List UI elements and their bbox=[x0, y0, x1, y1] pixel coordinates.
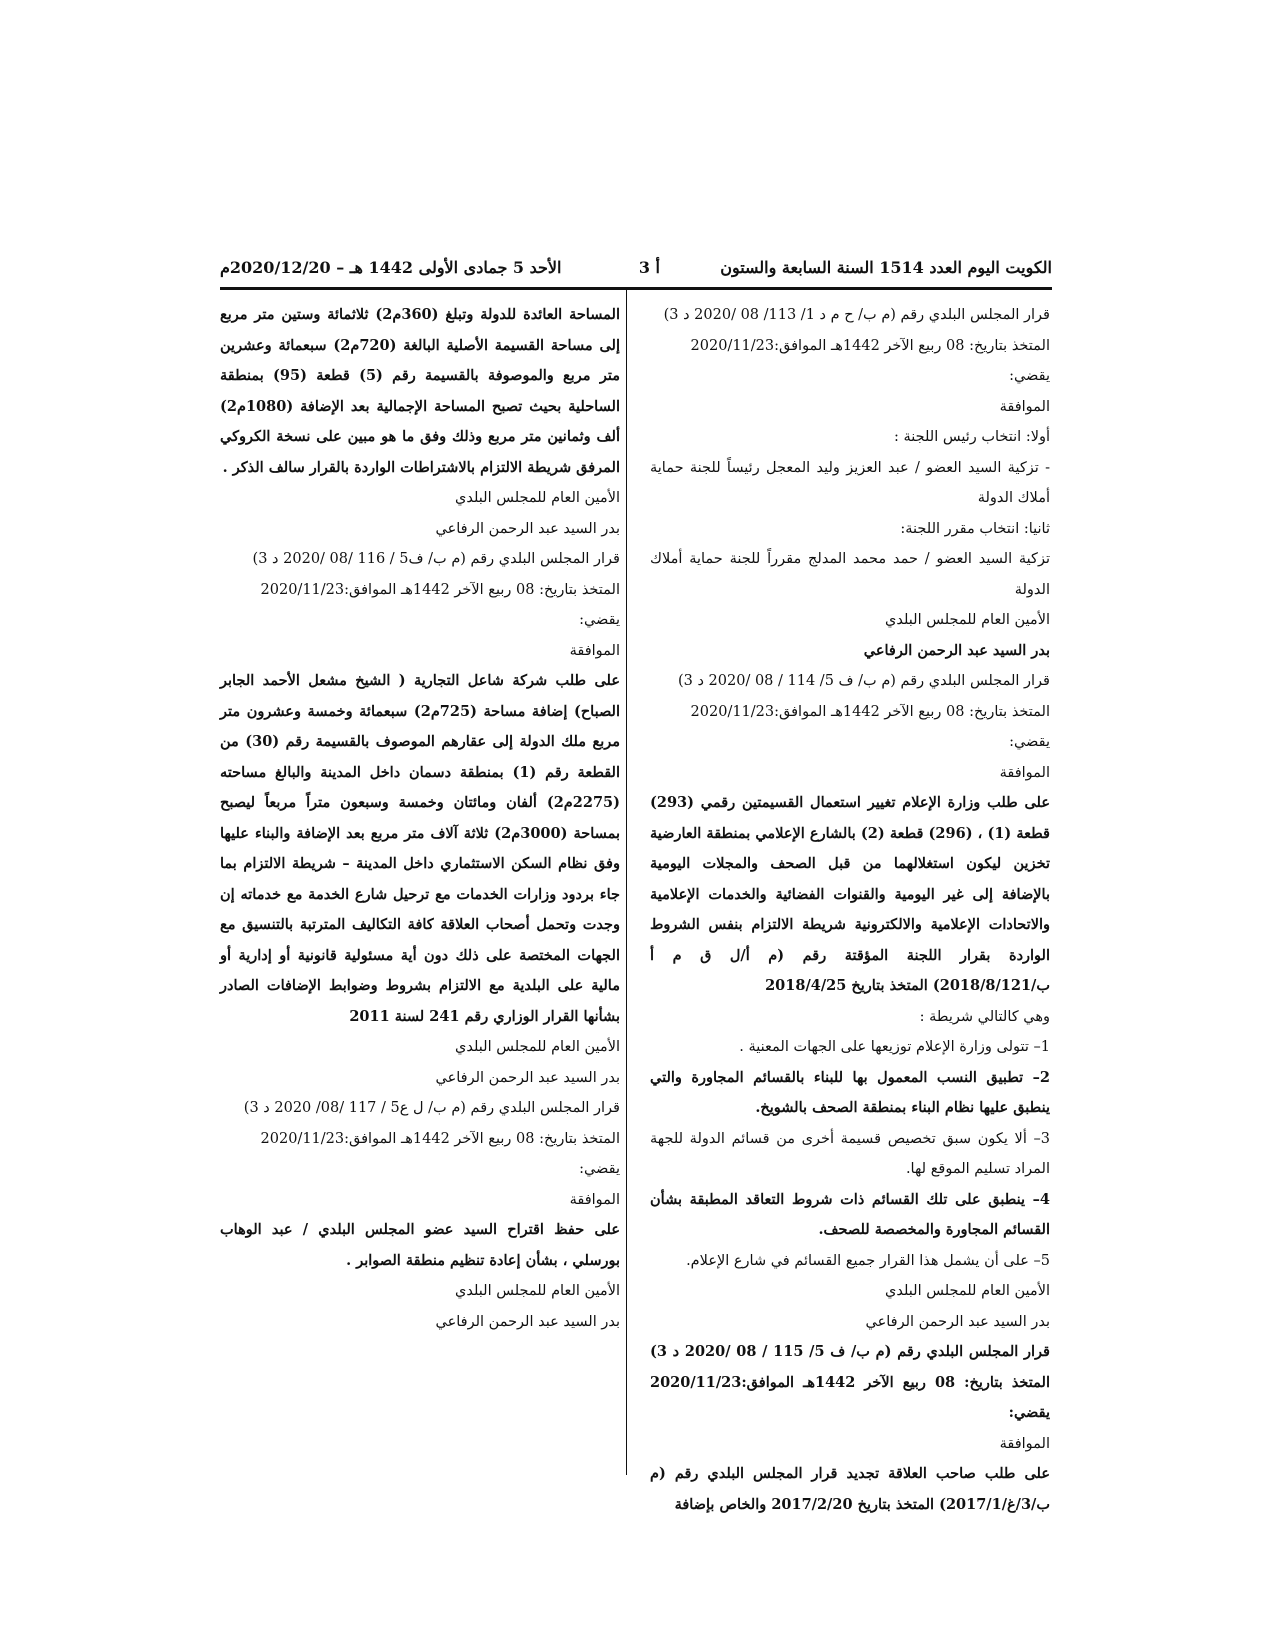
paragraph: قرار المجلس البلدي رقم (م ب/ ف 5/ 115 / 08 /2020 د 3) المتخذ بتاريخ: 08 ربيع الآخر 1442هـ الموافق:2020/11/23 يقضي: bbox=[650, 1343, 1050, 1421]
right-column bbox=[650, 300, 1050, 1520]
paragraph: المساحة العائدة للدولة وتبلغ (360م2) ثلاثمائة وستين متر مربع إلى مساحة القسيمة الأصلية البالغة (720م2) سبعمائة وعشرين متر مربع والموصوفة بالقسيمة رقم (5) قطعة (95) بمنطقة الساحلية بحيث تصبح المساحة الإجمالية بعد الإضافة (1080م2) ألف وثمانين متر مربع وذلك وفق ما هو مبين على نسخة الكروكي المرفق شريطة الالتزام بالاشتراطات الواردة بالقرار سالف الذكر . bbox=[220, 306, 620, 476]
paragraph: 2– تطبيق النسب المعمول بها للبناء بالقسائم المجاورة والتي ينطبق عليها نظام البناء بمنطقة الصحف بالشويخ. bbox=[650, 1068, 1050, 1116]
paragraph: قرار المجلس البلدي رقم (م ب/ ف5 / 116 /08 /2020 د 3) bbox=[252, 551, 620, 567]
paragraph: بدر السيد عبد الرحمن الرفاعي bbox=[435, 1313, 620, 1330]
page-header bbox=[220, 258, 1052, 282]
paragraph: بدر السيد عبد الرحمن الرفاعي bbox=[865, 1313, 1050, 1330]
paragraph: 5– على أن يشمل هذا القرار جميع القسائم في شارع الإعلام. bbox=[686, 1252, 1050, 1269]
paragraph: قرار المجلس البلدي رقم (م ب/ ح م د 1/ 113/ 08 /2020 د 3) bbox=[663, 307, 1050, 323]
paragraph: الموافقة bbox=[999, 764, 1050, 781]
paragraph: على طلب صاحب العلاقة تجديد قرار المجلس البلدي رقم (م ب/3/غ/2017/1) المتخذ بتاريخ 2017/2/20 والخاص بإضافة bbox=[650, 1465, 1050, 1513]
paragraph: على طلب وزارة الإعلام تغيير استعمال القسيمتين رقمي (293) قطعة (1) ، (296) قطعة (2) بالشارع الإعلامي بمنطقة العارضية تخزين ليكون استغلالهما من قبل الصحف والمجلات اليومية بالإضافة إلى غير اليومية والقنوات الفضائية والخدمات الإعلامية والاتحادات الإعلامية والالكترونية شريطة الالتزام بنفس الشروط الواردة بقرار اللجنة المؤقتة رقم (م أ/ل ق م أ ب/2018/8/121) المتخذ بتاريخ 2018/4/25 bbox=[650, 794, 1050, 994]
paragraph: بدر السيد عبد الرحمن الرفاعي bbox=[435, 520, 620, 537]
paragraph: 3– ألا يكون سبق تخصيص قسيمة أخرى من قسائم الدولة للجهة المراد تسليم الموقع لها. bbox=[650, 1130, 1050, 1177]
paragraph: المتخذ بتاريخ: 08 ربيع الآخر 1442هـ الموافق:2020/11/23 bbox=[260, 581, 620, 598]
paragraph: على طلب شركة شاعل التجارية ( الشيخ مشعل الأحمد الجابر الصباح) إضافة مساحة (725م2) سبعمائة وخمسة وعشرون متر مربع ملك الدولة إلى عقارهم الموصوف بالقسيمة رقم (30) من القطعة رقم (1) بمنطقة دسمان داخل المدينة والبالغ مساحته (2275م2) ألفان ومائتان وخمسة وسبعون متراً مربعاً ليصبح بمساحة (3000م2) ثلاثة آلاف متر مربع بعد الإضافة والبناء عليها وفق نظام السكن الاستثماري داخل المدينة – شريطة الالتزام بما جاء بردود وزارات الخدمات مع ترحيل شارع الخدمة مع خدماته إن وجدت وتحمل أصحاب العلاقة كافة التكاليف المترتبة بالتنسيق مع الجهات المختصة على ذلك دون أية مسئولية قانونية أو إدارية أو مالية على البلدية مع الالتزام بشروط وضوابط الإضافات الصادر بشأنها القرار الوزاري رقم 241 لسنة 2011 bbox=[220, 672, 621, 1025]
paragraph: يقضي: bbox=[1009, 368, 1050, 384]
paragraph: الأمين العام للمجلس البلدي bbox=[885, 1283, 1050, 1299]
page-number: أ 3 bbox=[638, 258, 660, 277]
paragraph: قرار المجلس البلدي رقم (م ب/ ل ع5 / 117 /08/ 2020 د 3) bbox=[243, 1100, 620, 1116]
paragraph: قرار المجلس البلدي رقم (م ب/ ف 5/ 114 / 08 /2020 د 3) bbox=[677, 673, 1050, 689]
paragraph: أولا: انتخاب رئيس اللجنة : bbox=[893, 429, 1050, 445]
paragraph: - تزكية السيد العضو / عبد العزيز وليد المعجل رئيساً للجنة حماية أملاك الدولة bbox=[650, 459, 1050, 506]
paragraph: يقضي: bbox=[579, 612, 620, 628]
paragraph: المتخذ بتاريخ: 08 ربيع الآخر 1442هـ الموافق:2020/11/23 bbox=[690, 703, 1050, 720]
paragraph: الأمين العام للمجلس البلدي bbox=[455, 1283, 620, 1299]
paragraph: الأمين العام للمجلس البلدي bbox=[455, 490, 620, 506]
paragraph: وهي كالتالي شريطة : bbox=[919, 1008, 1050, 1025]
gazette-issue-info: الكويت اليوم العدد 1514 السنة السابعة والستون bbox=[720, 258, 1052, 277]
paragraph: الأمين العام للمجلس البلدي bbox=[885, 612, 1050, 628]
issue-date: الأحد 5 جمادى الأولى 1442 هـ – 2020/12/20م bbox=[220, 258, 562, 277]
paragraph: الموافقة bbox=[569, 1191, 620, 1208]
paragraph: بدر السيد عبد الرحمن الرفاعي bbox=[863, 641, 1050, 659]
paragraph: المتخذ بتاريخ: 08 ربيع الآخر 1442هـ الموافق:2020/11/23 bbox=[260, 1130, 620, 1147]
paragraph: يقضي: bbox=[1009, 734, 1050, 750]
left-column bbox=[220, 300, 620, 1337]
paragraph: يقضي: bbox=[579, 1161, 620, 1177]
paragraph: 1– تتولى وزارة الإعلام توزيعها على الجهات المعنية . bbox=[739, 1039, 1050, 1055]
paragraph: الموافقة bbox=[999, 398, 1050, 415]
paragraph: على حفظ اقتراح السيد عضو المجلس البلدي / عبد الوهاب بورسلي ، بشأن إعادة تنظيم منطقة الصوابر . bbox=[220, 1221, 620, 1269]
paragraph: ثانيا: انتخاب مقرر اللجنة: bbox=[900, 520, 1050, 537]
paragraph: الأمين العام للمجلس البلدي bbox=[455, 1039, 620, 1055]
paragraph: الموافقة bbox=[999, 1435, 1050, 1452]
paragraph: المتخذ بتاريخ: 08 ربيع الآخر 1442هـ الموافق:2020/11/23 bbox=[690, 337, 1050, 354]
paragraph: تزكية السيد العضو / حمد محمد المدلج مقرراً للجنة حماية أملاك الدولة bbox=[650, 551, 1050, 598]
paragraph: الموافقة bbox=[569, 642, 620, 659]
paragraph: بدر السيد عبد الرحمن الرفاعي bbox=[435, 1069, 620, 1086]
column-divider bbox=[626, 290, 627, 1475]
paragraph: 4– ينطبق على تلك القسائم ذات شروط التعاقد المطبقة بشأن القسائم المجاورة والمخصصة للصحف. bbox=[650, 1190, 1050, 1238]
header-rule bbox=[220, 287, 1052, 290]
